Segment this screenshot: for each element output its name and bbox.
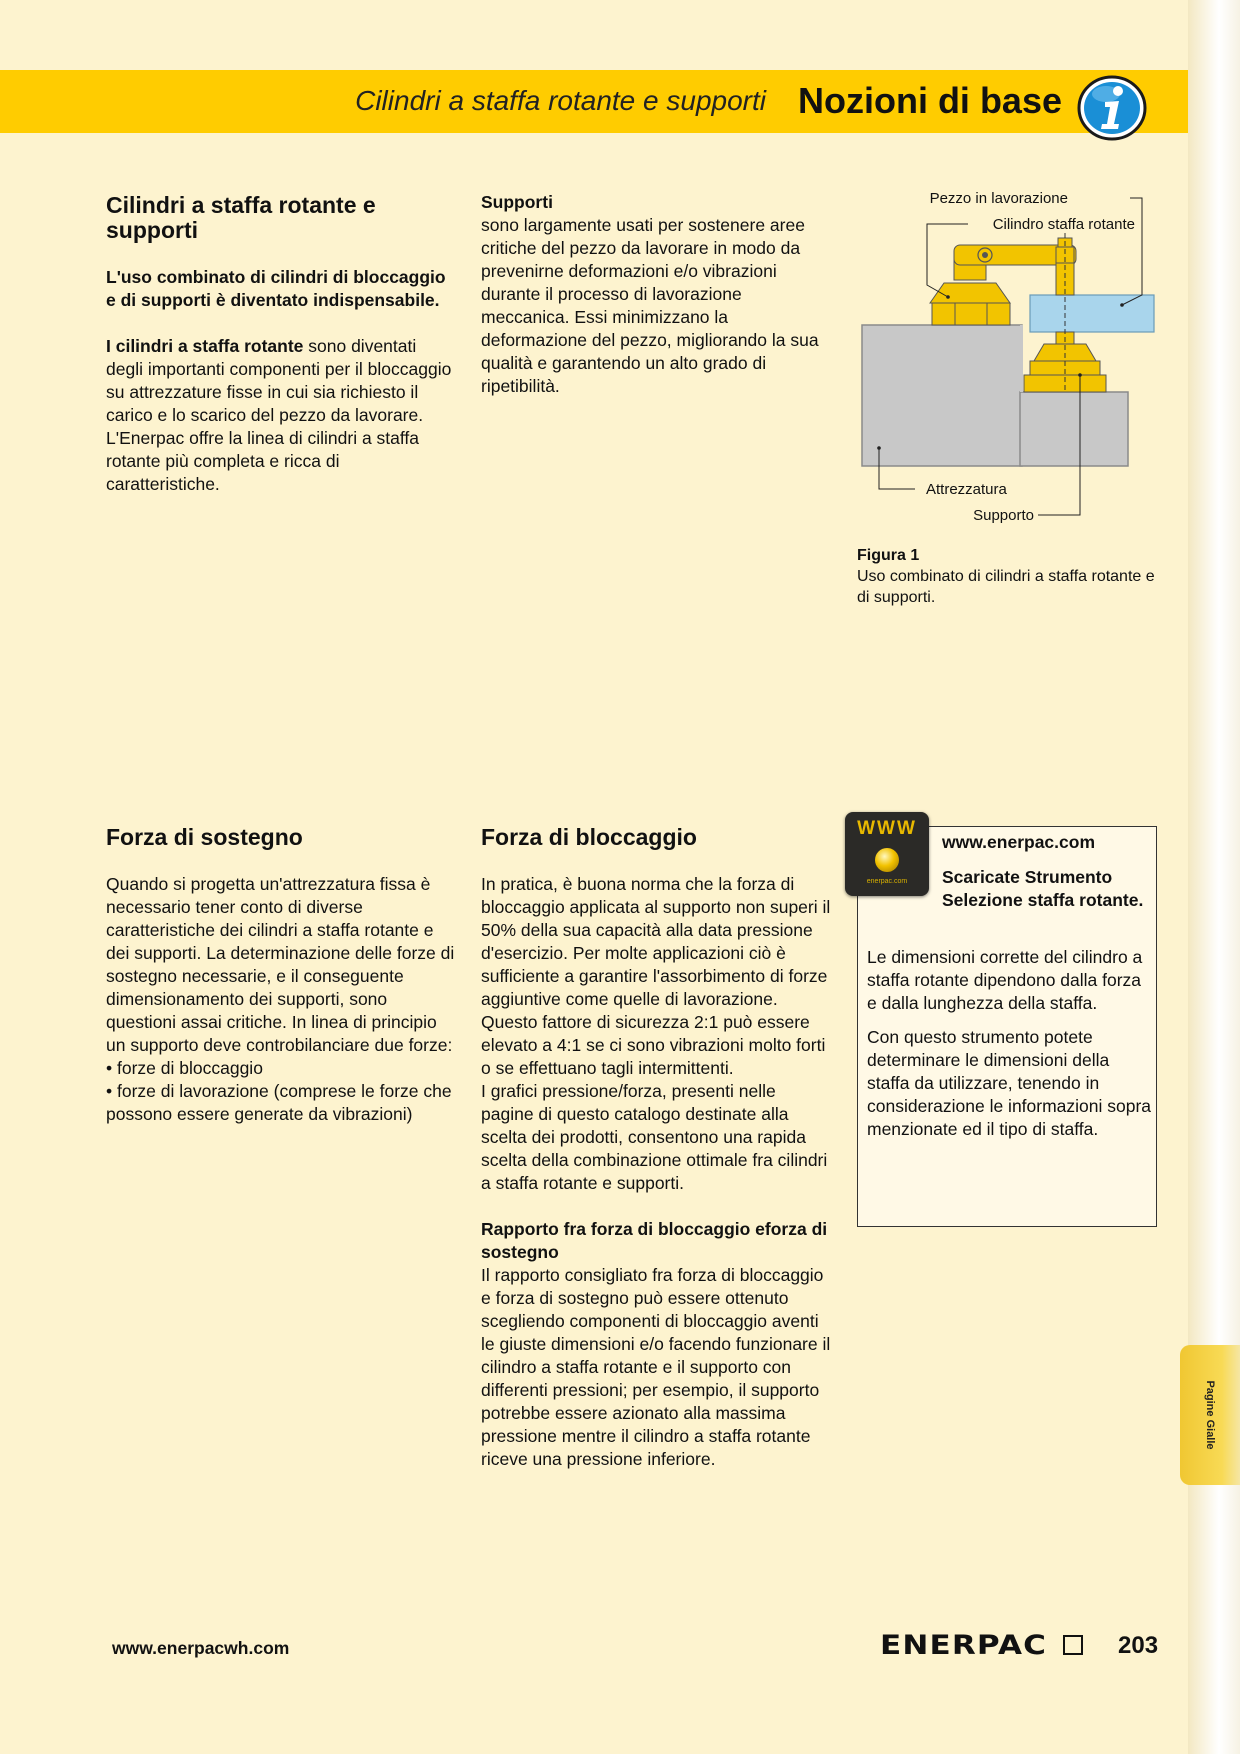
label-workpiece: Pezzo in lavorazione (929, 190, 1068, 207)
page-title: Nozioni di base (797, 80, 1062, 121)
figure-caption (857, 545, 1157, 608)
intro-paragraph-bold: I cilindri a staffa rotante (106, 336, 304, 356)
intro-bold: L'uso combinato di cilindri di bloccaggio e di supporti è diventato indispensabile. (106, 267, 446, 310)
page-edge (1188, 0, 1240, 1754)
logo-text: ENERPAC (880, 1630, 1048, 1661)
www-badge-small: enerpac.com (866, 878, 908, 885)
header-subtitle: Cilindri a staffa rotante e supporti (355, 85, 766, 116)
forza-bloccaggio-section (481, 825, 831, 1471)
section-heading: Forza di sostegno (106, 824, 303, 850)
globe-icon (875, 848, 899, 872)
bullet-text: forze di bloccaggio (117, 1058, 263, 1078)
forza-sostegno-paragraph: Quando si progetta un'attrezzatura fissa è necessario tener conto di diverse caratteristiche dei cilindri a staffa rotante e dei supporti. La determinazione delle forze di sostegno necessarie, e il conseguente dimensionamento dei supporti, sono questioni assai critiche. In linea di principio un supporto deve controbilanciare due forze: (106, 874, 455, 1055)
www-icon[interactable] (845, 812, 929, 896)
forza-sostegno-section (106, 825, 456, 1126)
section-heading: Cilindri a staffa rotante e supporti (106, 192, 376, 243)
intro-paragraph (106, 335, 456, 496)
supporti-paragraph: sono largamente usati per sostenere aree critiche del pezzo da lavorare in modo da prevenirne deformazioni e/o vibrazioni durante il processo di lavorazione meccanica. Essi minimizzano la deformazione del pezzo, migliorando la sua qualità e garantendo un alto grado di ripetibilità. (481, 215, 819, 396)
download-tool-link[interactable]: Scaricate Strumento Selezione staffa rotante. (942, 867, 1144, 910)
footer-url[interactable]: www.enerpacwh.com (112, 1638, 290, 1658)
label-fixture: Attrezzatura (926, 481, 1007, 498)
figure-caption-text: Uso combinato di cilindri a staffa rotante e di supporti. (857, 568, 1155, 606)
bullet-text: forze di lavorazione (comprese le forze che possono essere generate da vibrazioni) (106, 1081, 452, 1124)
rapporto-subheading: Rapporto fra forza di bloccaggio eforza di sostegno (481, 1219, 828, 1262)
web-box-paragraph-1: Le dimensioni corrette del cilindro a staffa rotante dipendono dalla forza e dalla lunghezza della staffa. (867, 947, 1143, 1013)
www-badge-text: WWW (857, 818, 917, 839)
enerpac-logo (880, 1630, 1048, 1662)
web-box-paragraph-2: Con questo strumento potete determinare le dimensioni della staffa da utilizzare, tenendo in considerazione le informazioni sopra menzionate ed il tipo di staffa. (867, 1027, 1152, 1139)
label-support: Supporto (973, 507, 1034, 524)
side-tab[interactable] (1180, 1345, 1240, 1485)
figure-caption-title: Figura 1 (857, 547, 920, 564)
logo-mark-icon (1063, 1635, 1083, 1655)
section-heading: Forza di bloccaggio (481, 824, 697, 850)
bloccaggio-paragraph-2: I grafici pressione/forza, presenti nelle pagine di questo catalogo destinate alla scelta dei prodotti, consentono una rapida scelta della combinazione ottimale fra cilindri a staffa rotante e supporti. (481, 1081, 828, 1193)
list-item: • forze di bloccaggio (106, 1058, 263, 1078)
rapporto-paragraph: Il rapporto consigliato fra forza di bloccaggio e forza di sostegno può essere ottenuto scegliendo componenti di bloccaggio aventi le giuste dimensioni e/o facendo funzionare il cilindro a staffa rotante e il supporto con differenti pressioni; per esempio, il supporto potrebbe essere azionato alla massima pressione mentre il cilindro a staffa rotante riceve una pressione inferiore. (481, 1265, 831, 1469)
info-icon (1072, 72, 1150, 142)
side-tab-label: Pagine Gialle (1204, 1380, 1216, 1450)
label-swing-cylinder: Cilindro staffa rotante (992, 216, 1135, 233)
intro-paragraph-text: sono diventati degli importanti componenti per il bloccaggio su attrezzature fisse in cui sia richiesto il carico e lo scarico del pezzo da lavorare. L'Enerpac offre la linea di cilindri a staffa rotante più completa e ricca di caratteristiche. (106, 336, 452, 494)
supporti-section (481, 191, 831, 398)
web-box-body (867, 946, 1152, 1152)
web-link[interactable]: www.enerpac.com (942, 832, 1096, 852)
page-number: 203 (1118, 1632, 1159, 1659)
figure-diagram (860, 185, 1160, 525)
list-item: • forze di lavorazione (comprese le forze che possono essere generate da vibrazioni) (106, 1081, 452, 1124)
intro-section (106, 193, 456, 496)
bloccaggio-paragraph-1: In pratica, è buona norma che la forza di bloccaggio applicata al supporto non superi il 50% della sua capacità alla data pressione d'esercizio. Per molte applicazioni ciò è sufficiente a garantire l'assorbimento di forze aggiuntive come quelle di lavorazione. Questo fattore di sicurezza 2:1 può essere elevato a 4:1 se ci sono vibrazioni molto forti o se effettuano tagli intermittenti. (481, 874, 831, 1078)
supporti-heading: Supporti (481, 192, 553, 212)
